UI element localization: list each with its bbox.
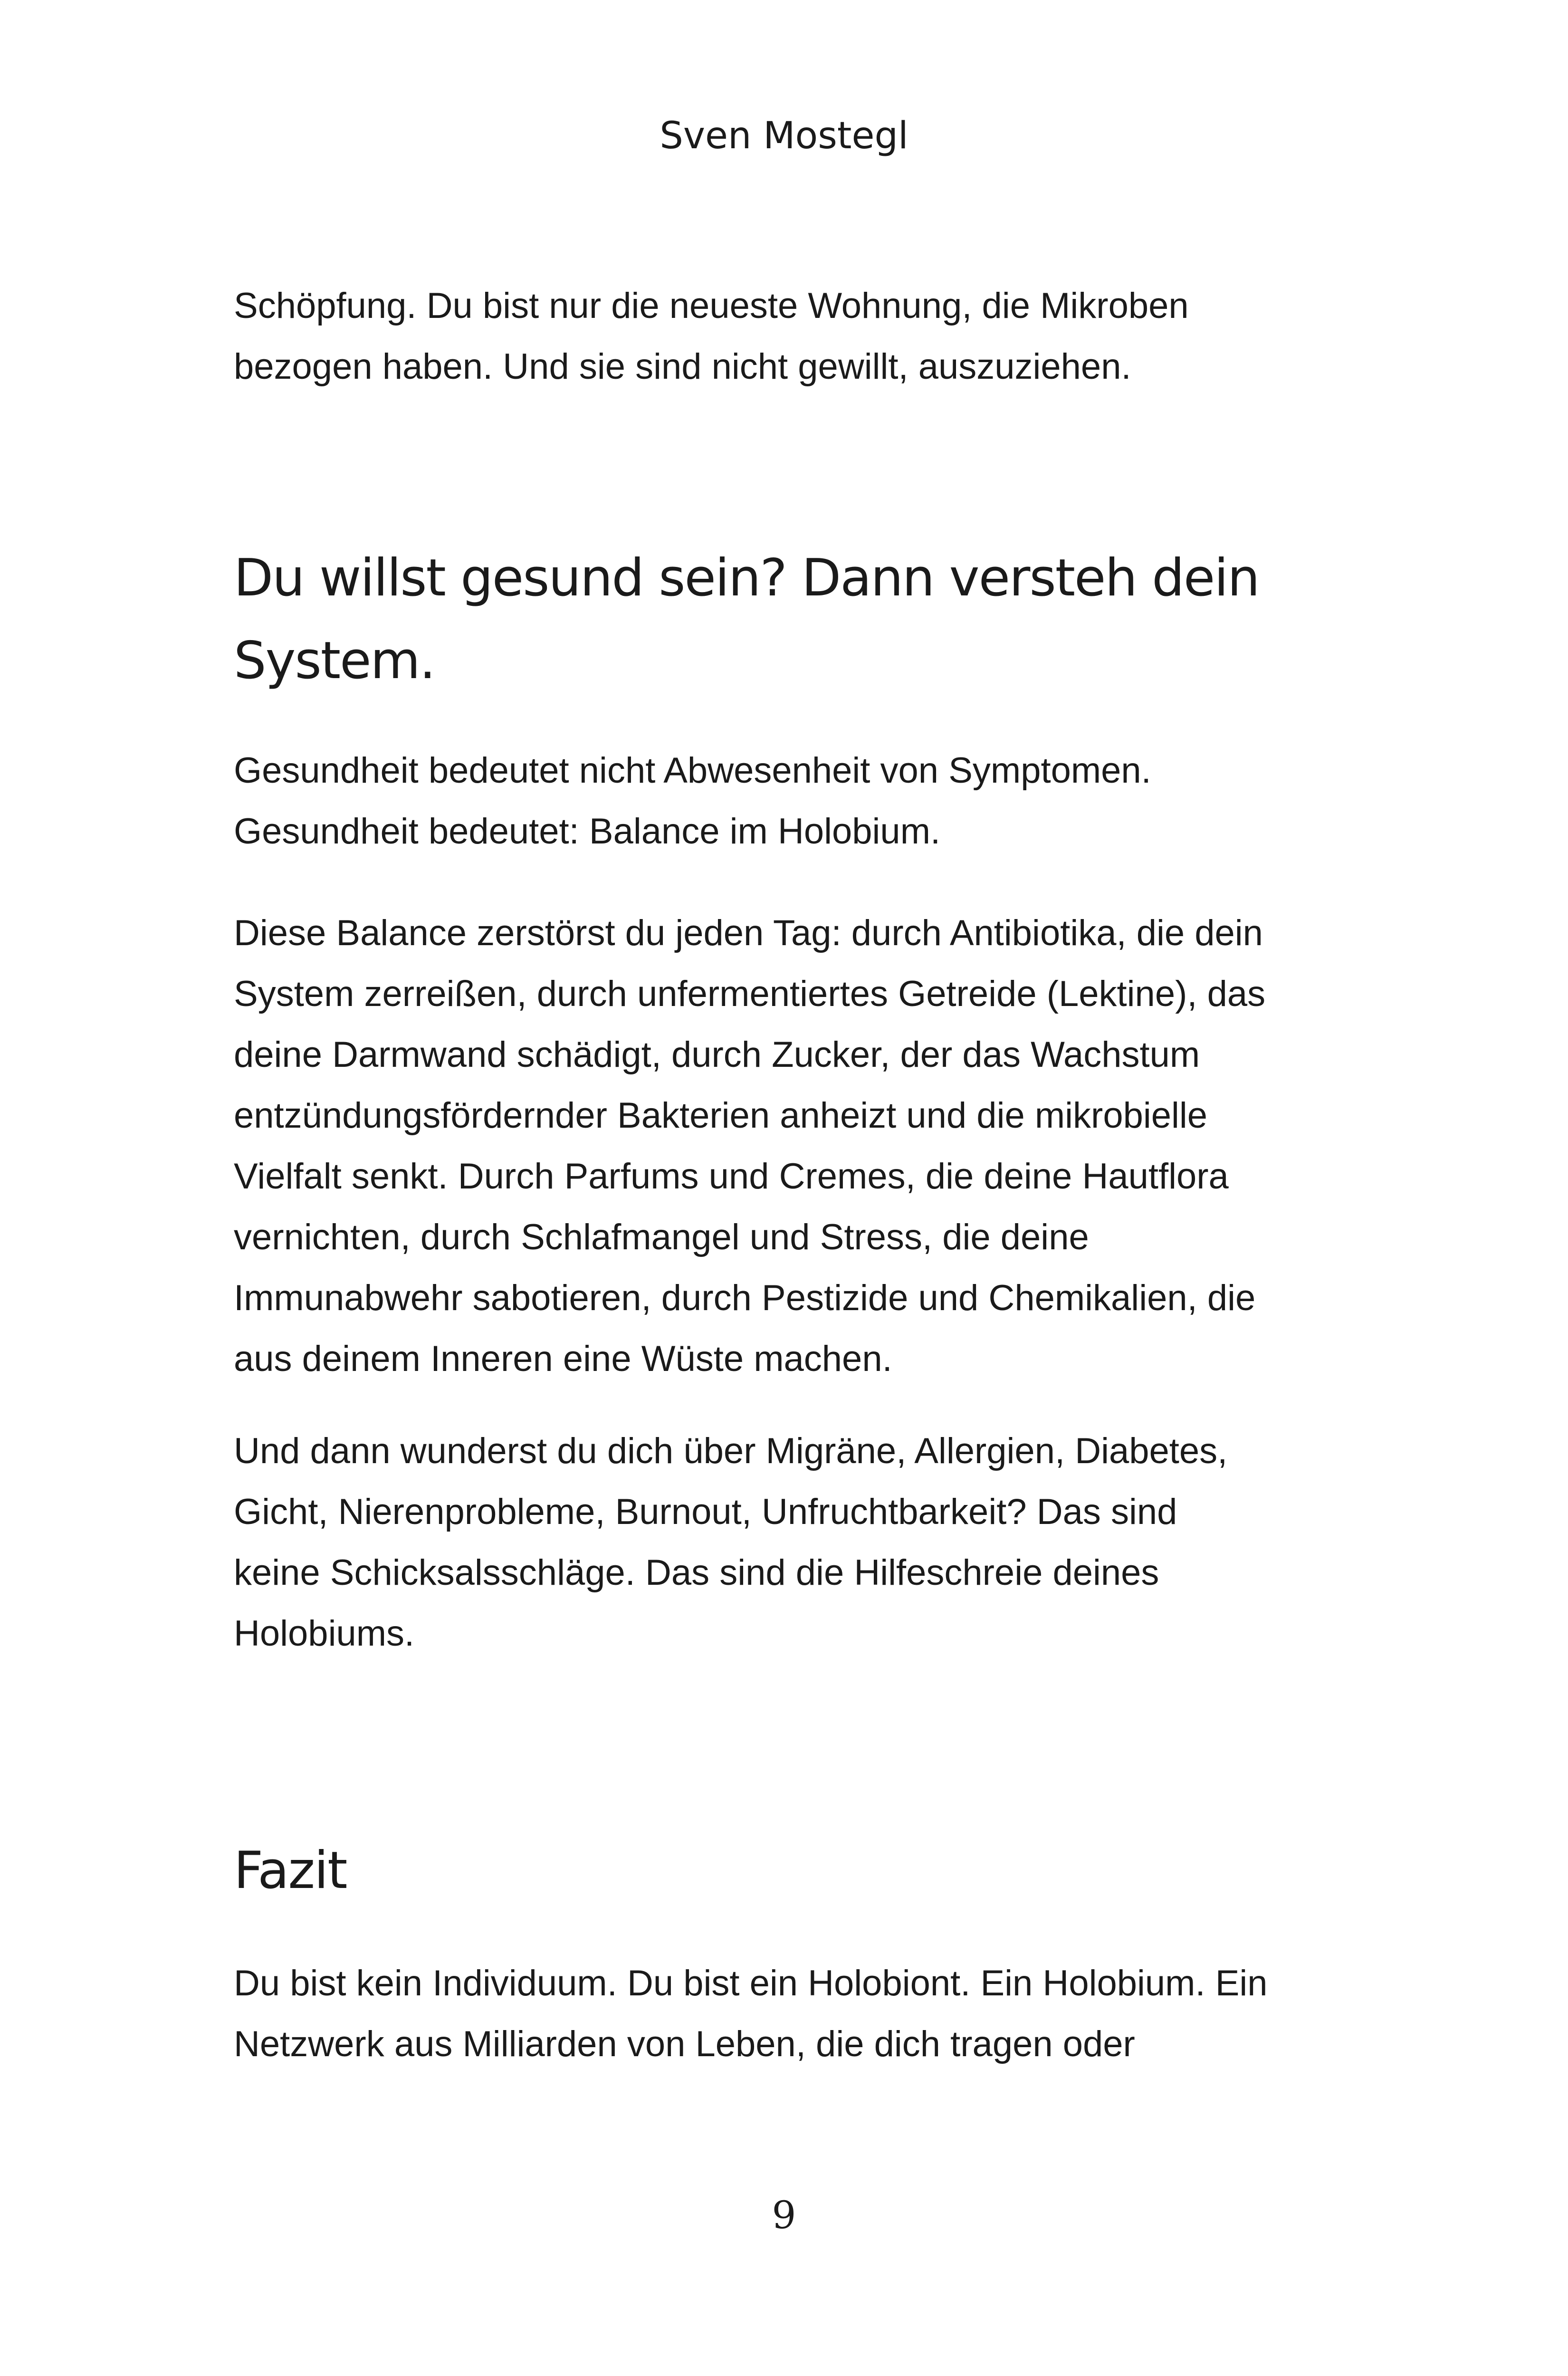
running-header-author: Sven Mostegl [660,115,908,157]
text-line: Schöpfung. Du bist nur die neueste Wohnung, die Mikroben [234,286,1189,326]
paragraph-gesundheit [234,740,1403,862]
text-line: Diese Balance zerstörst du jeden Tag: durch Antibiotika, die dein [234,913,1263,953]
section-heading-gesund [234,537,1403,702]
text-line: Du bist kein Individuum. Du bist ein Holobiont. Ein Holobium. Ein [234,1963,1268,2003]
heading-line: Du willst gesund sein? Dann versteh dein [234,548,1259,608]
section-heading-fazit [234,1830,1403,1912]
paragraph-holobiont [234,1953,1403,2075]
text-line: Und dann wunderst du dich über Migräne, Allergien, Diabetes, [234,1431,1228,1471]
text-line: Netzwerk aus Milliarden von Leben, die dich tragen oder [234,2024,1135,2064]
paragraph-migraene [234,1421,1403,1664]
text-line: keine Schicksalsschläge. Das sind die Hilfeschreie deines [234,1552,1159,1593]
text-line: System zerreißen, durch unfermentiertes Getreide (Lektine), das [234,974,1266,1014]
text-line: Gesundheit bedeutet: Balance im Holobium. [234,811,941,852]
text-line: Vielfalt senkt. Durch Parfums und Cremes, die deine Hautflora [234,1156,1229,1197]
text-line: Holobiums. [234,1613,415,1654]
paragraph-schoepfung [234,276,1403,397]
text-line: deine Darmwand schädigt, durch Zucker, der das Wachstum [234,1035,1200,1075]
text-line: entzündungsfördernder Bakterien anheizt und die mikrobielle [234,1095,1208,1136]
text-line: Immunabwehr sabotieren, durch Pestizide und Chemikalien, die [234,1278,1256,1318]
heading-line: System. [234,631,435,690]
heading-line: Fazit [234,1841,347,1900]
text-line: vernichten, durch Schlafmangel und Stress, die deine [234,1217,1089,1257]
text-line: Gicht, Nierenprobleme, Burnout, Unfruchtbarkeit? Das sind [234,1492,1177,1532]
text-line: aus deinem Inneren eine Wüste machen. [234,1339,892,1379]
page-number: 9 [772,2193,796,2237]
text-line: Gesundheit bedeutet nicht Abwesenheit von Symptomen. [234,750,1151,791]
paragraph-balance [234,903,1403,1389]
text-line: bezogen haben. Und sie sind nicht gewillt, auszuziehen. [234,346,1131,387]
